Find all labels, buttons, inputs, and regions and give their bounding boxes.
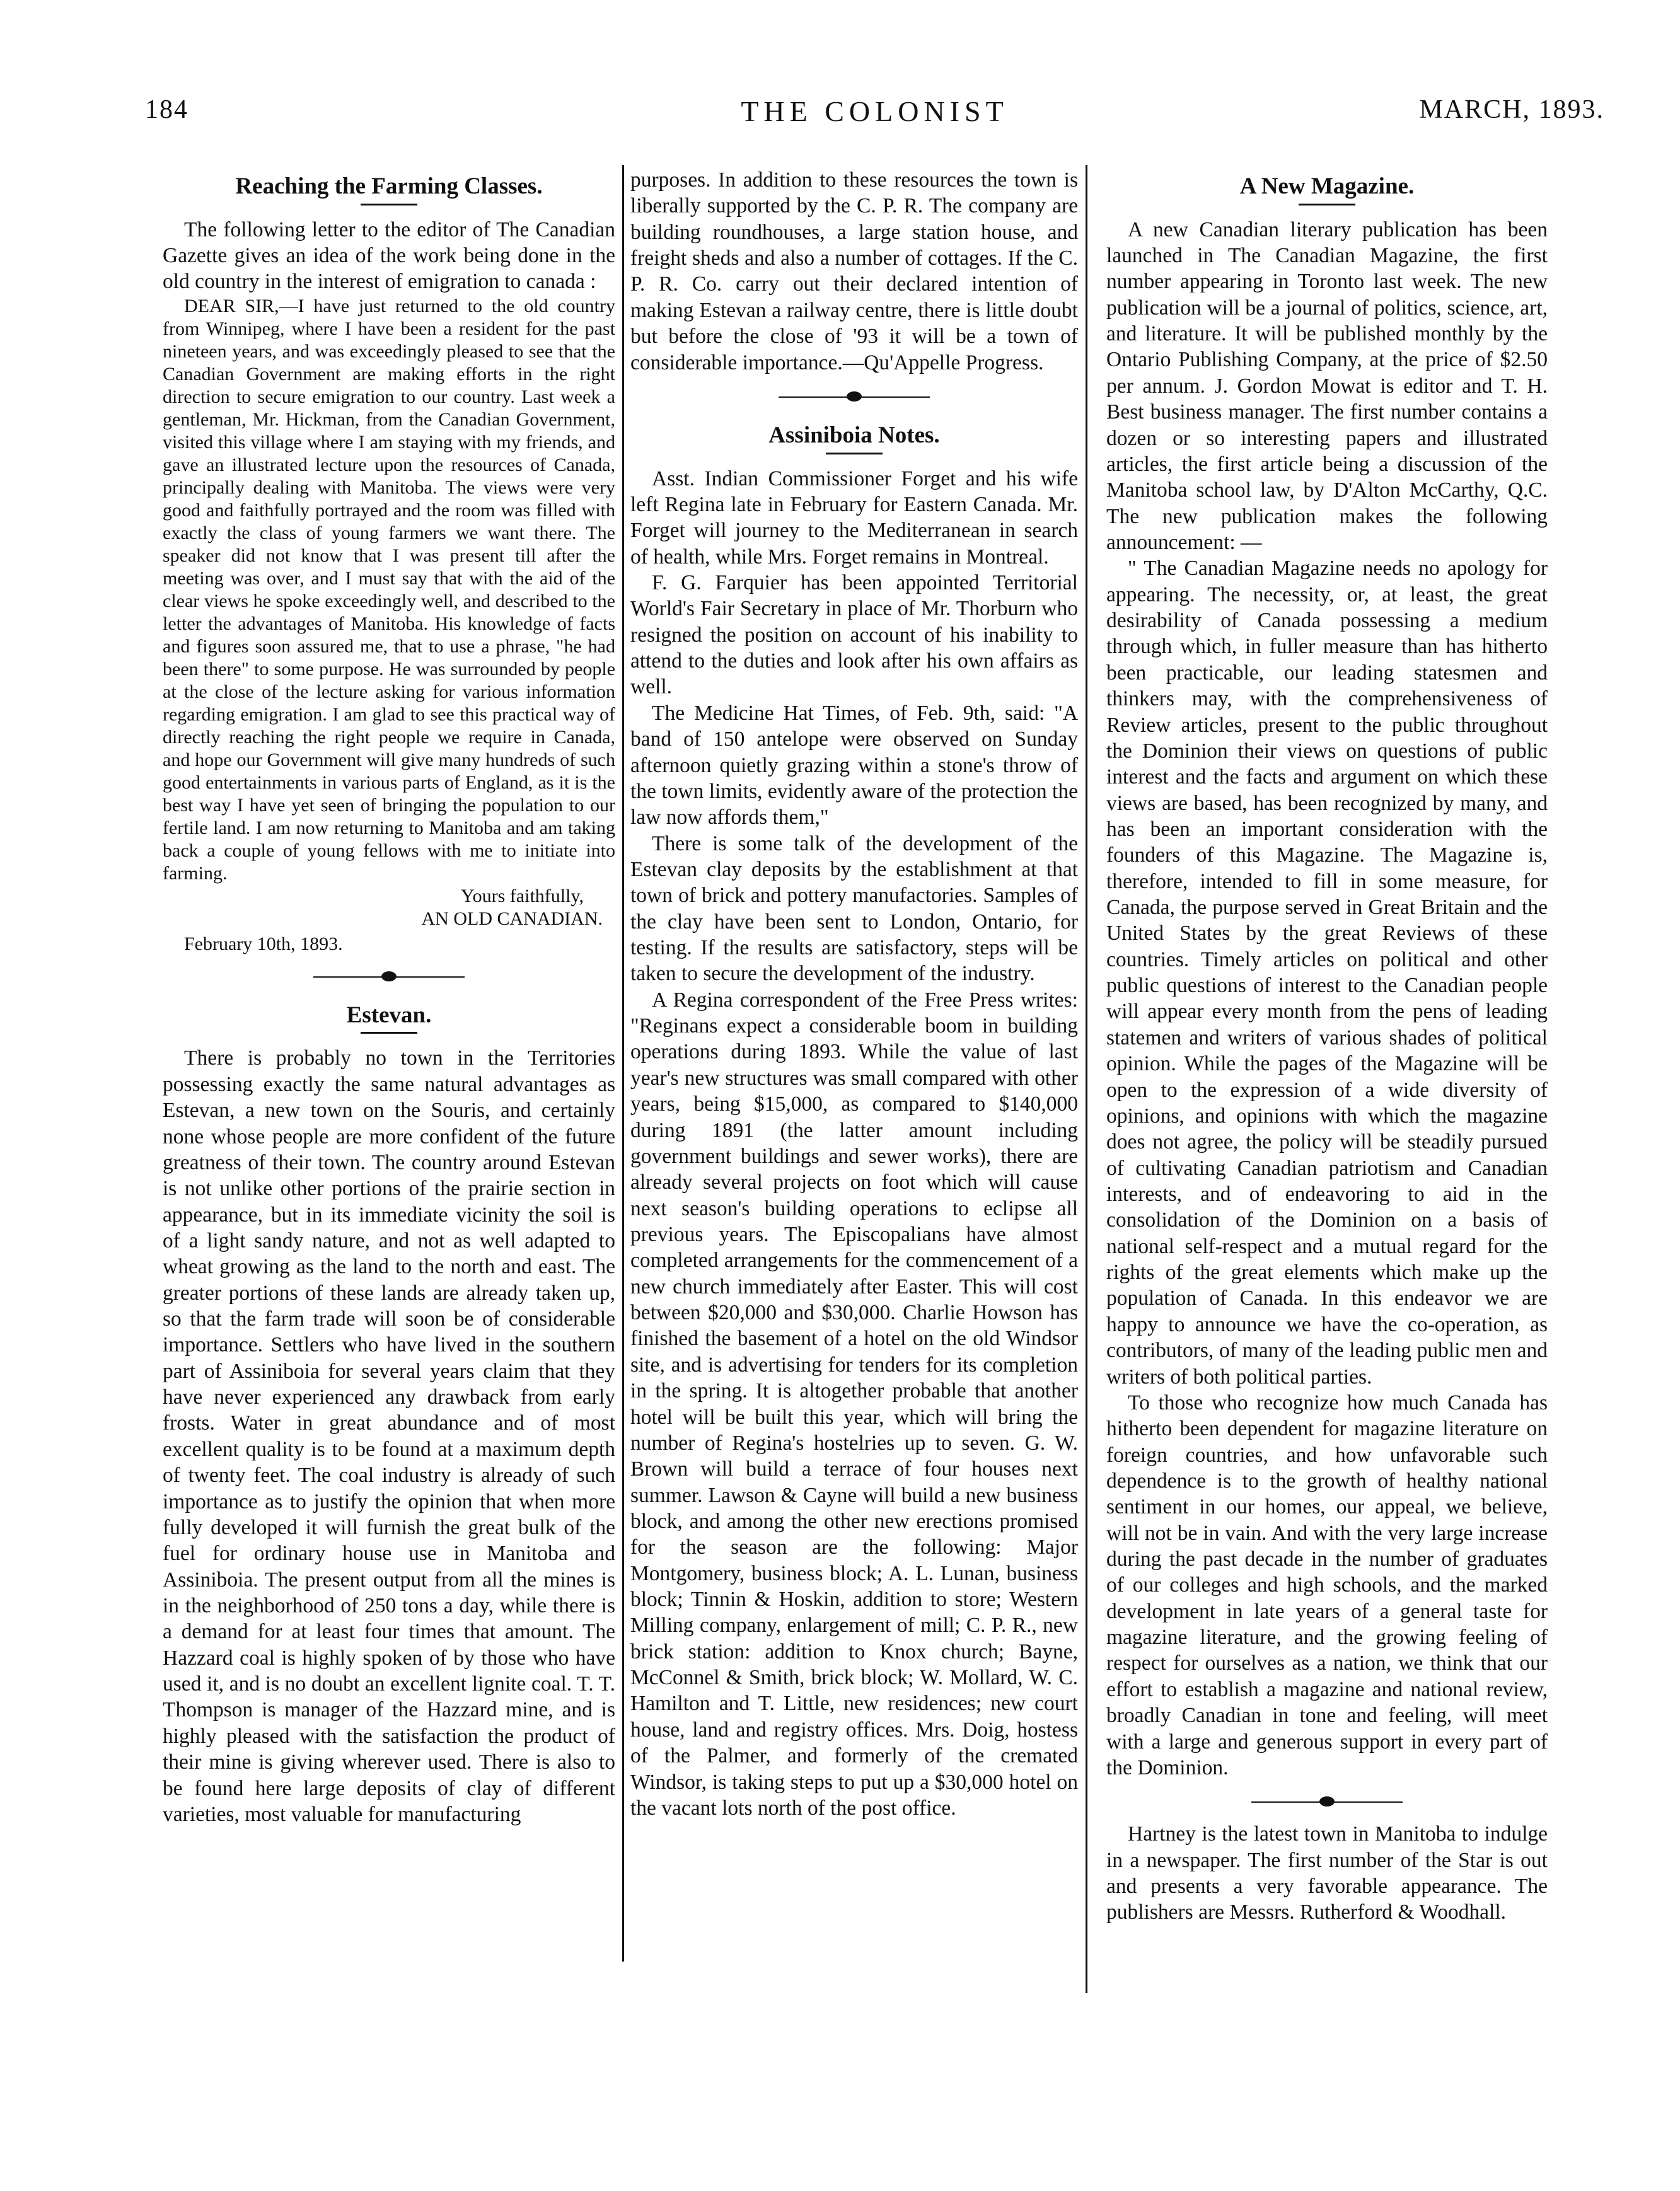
assiniboia-note: There is some talk of the development of the Estevan clay deposits by the establishment at that town of brick and pottery manufactories. Samples of the clay have been sent to London, Ontario, for testing. If the results are satisfactory, steps will be taken to secure the development of the industry. bbox=[630, 831, 1078, 986]
letter-date: February 10th, 1893. bbox=[184, 933, 343, 954]
farming-letter: DEAR SIR,—I have just returned to the old country from Winnipeg, where I have been a resident for the past nineteen years, and was exceedingly pleased to see that the Canadian Government are making efforts in the right direction to secure emigration to our country. Last week a gentleman, Mr. Hickman, from the Canadian Government, visited this village where I am staying with my friends, and gave an illustrated lecture upon the resources of Canada, principally dealing with Manitoba. The views were very good and faithfully portrayed and the room was filled with exactly the class of young farmers we want there. The speaker did not know that I was present till after the meeting was over, and I must say that with the aid of the clear views he spoke exceedingly well, and described to the letter the advantages of Manitoba. His knowledge of facts and figures soon assured me, that to use a phrase, "he had been there" to some purpose. He was surrounded by people at the close of the lecture asking for various information regarding emigration. I am glad to see this practical way of directly reaching the right people we require in Canada, and hope our Government will give many hundreds of such good entertainments in various parts of England, as it is the best way I have yet seen of bringing the population to our fertile land. I am now returning to Manitoba and am taking back a couple of young fellows with me to initiate into farming. bbox=[163, 295, 615, 884]
title-underline bbox=[361, 1032, 417, 1034]
article-title-farming: Reaching the Farming Classes. bbox=[235, 173, 543, 199]
farming-intro: The following letter to the editor of The Canadian Gazette gives an idea of the work being done in the old country in the interest of emigration to canada : bbox=[163, 217, 615, 294]
title-underline bbox=[826, 453, 883, 454]
section-ornament bbox=[779, 390, 930, 405]
column-3 bbox=[1106, 167, 1548, 1926]
column-2 bbox=[630, 167, 1078, 1821]
letter-signature: AN OLD CANADIAN. bbox=[421, 908, 603, 929]
issue-date: MARCH, 1893. bbox=[1419, 95, 1604, 124]
letter-closing: Yours faithfully, bbox=[460, 885, 584, 906]
title-underline bbox=[1299, 204, 1355, 205]
assiniboia-note: F. G. Farquier has been appointed Territorial World's Fair Secretary in place of Mr. Thorburn who resigned the position on account of his inability to attend to the duties and look after his own affairs as well. bbox=[630, 571, 1078, 699]
assiniboia-note: A Regina correspondent of the Free Press writes: "Reginans expect a considerable boom in building operations during 1893. While the value of last year's new structures was small compared with other years, being $15,000, as compared to $140,000 during 1891 (the latter amount including government buildings and sewer works), there are already several projects on foot which will cause next season's building operations to eclipse all previous years. The Episcopalians have almost completed arrangements for the commencement of a new church immediately after Easter. This will cost between $20,000 and $30,000. Charlie Howson has finished the basement of a hotel on the old Windsor site, and is advertising for tenders for its completion in the spring. It is altogether probable that another hotel will be built this year, which will bring the number of Regina's hostelries up to seven. G. W. Brown will build a terrace of four houses next summer. Lawson & Cayne will build a new business block, and among the other new erections promised for the season are the following: Major Montgomery, business block; A. L. Lunan, business block; Tinnin & Hoskin, addition to store; Western Milling company, enlargement of mill; C. P. R., new brick station: addition to Knox church; Bayne, McConnel & Smith, brick block; W. Mollard, W. C. Hamilton and T. Little, new residences; new court house, land and registry offices. Mrs. Doig, hostess of the Palmer, and formerly of the cremated Windsor, is taking steps to put up a $30,000 hotel on the vacant lots north of the post office. bbox=[630, 988, 1078, 1820]
assiniboia-note: Asst. Indian Commissioner Forget and his wife left Regina late in February for Eastern Canada. Mr. Forget will journey to the Mediterranean in search of health, while Mrs. Forget remains in Montreal. bbox=[630, 466, 1078, 569]
column-1 bbox=[163, 167, 615, 1827]
column-rule-1 bbox=[622, 165, 624, 1962]
estevan-body: There is probably no town in the Territories possessing exactly the same natural advantages as Estevan, a new town on the Souris, and certainly none whose people are more confident of the future greatness of their town. The country around Estevan is not unlike other portions of the prairie section in appearance, but in its immediate vicinity the soil is of a light sandy nature, and not as well adapted to wheat growing as the land to the north and east. The greater portions of these lands are already taken up, so that the farm trade will soon be of considerable importance. Settlers who have lived in the southern part of Assiniboia for several years claim that they have never experienced any drawback from early frosts. Water in great abundance and of most excellent quality is to be found at a maximum depth of twenty feet. The coal industry is already of such importance as to justify the opinion that when more fully developed it will furnish the great bulk of the fuel for ordinary house use in Manitoba and Assiniboia. The present output from all the mines is in the neighborhood of 250 tons a day, while there is a demand for at least four times that amount. The Hazzard coal is highly spoken of by those who have used it, and is no doubt an excellent lignite coal. T. T. Thompson is manager of the Hazzard mine, and is highly pleased with the satisfaction the product of their mine is giving wherever used. There is also to be found here large deposits of clay of different varieties, most valuable for manufacturing bbox=[163, 1046, 615, 1826]
assiniboia-note: The Medicine Hat Times, of Feb. 9th, said: "A band of 150 antelope were observed on Sunday afternoon quietly grazing within a stone's throw of the town limits, evidently aware of the protection the law now affords them," bbox=[630, 701, 1078, 830]
page-header bbox=[145, 95, 1604, 145]
article-title-magazine: A New Magazine. bbox=[1239, 173, 1415, 199]
title-underline bbox=[361, 204, 417, 205]
article-title-assiniboia: Assiniboia Notes. bbox=[768, 422, 940, 448]
hartney-paragraph: Hartney is the latest town in Manitoba to indulge in a newspaper. The first number of the Star is out and presents a very favorable appearance. The publishers are Messrs. Rutherford & Woodhall. bbox=[1106, 1822, 1548, 1924]
article-title-estevan: Estevan. bbox=[346, 1002, 432, 1028]
magazine-paragraph: A new Canadian literary publication has been launched in The Canadian Magazine, the first number appearing in Toronto last week. The new publication will be a journal of politics, science, art, and literature. It will be published monthly by the Ontario Publishing Company, at the price of $2.50 per annum. J. Gordon Mowat is editor and T. H. Best business manager. The first number contains a dozen or so interesting papers and illustrated articles, the first article being a discussion of the Manitoba school law, by D'Alton McCarthy, Q.C. The new publication makes the following announcement: — bbox=[1106, 217, 1548, 554]
column-rule-2 bbox=[1086, 165, 1087, 1993]
section-ornament bbox=[313, 969, 465, 985]
section-ornament bbox=[1251, 1795, 1403, 1810]
page-number: 184 bbox=[145, 95, 188, 124]
magazine-paragraph: " The Canadian Magazine needs no apology for appearing. The necessity, or, at least, the great desirability of Canada possessing a medium through which, in fuller measure than has hitherto been practicable, our leading statesmen and thinkers may, with the comprehensiveness of Review articles, present to the public throughout the Dominion their views on questions of public interest and the facts and argument on which these views are based, has been recognized by many, and has been an important consideration with the founders of this Magazine. The Magazine is, therefore, intended to fill in some measure, for Canada, the purpose served in Great Britain and the United States by the great Reviews of these countries. Timely articles on political and other public questions of interest to the Canadian people will appear every month from the pens of leading statemen and writers of various shades of political opinion. While the pages of the Magazine will be open to the expression of a wide diversity of opinions, and opinions with which the magazine does not agree, the policy will be steadily pursued of cultivating Canadian patriotism and Canadian interests, and of endeavoring to aid in the consolidation of the Dominion on a basis of national self-respect and a mutual regard for the rights of the great elements which make up the population of Canada. In this endeavor we are happy to announce we have the co-operation, as contributors, of many of the leading public men and writers of both political parties. bbox=[1106, 557, 1548, 1389]
magazine-paragraph: To those who recognize how much Canada has hitherto been dependent for magazine literature on foreign countries, and how unfavorable such dependence is to the growth of healthy national sentiment in our homes, our appeal, we believe, will not be in vain. And with the very large increase during the past decade in the number of graduates of our colleges and high schools, and the marked development in late years of a general taste for magazine literature, and the growing feeling of respect for ourselves as a nation, we think that our effort to establish a magazine and national review, broadly Canadian in tone and feeling, will meet with a large and generous support in every part of the Dominion. bbox=[1106, 1390, 1548, 1779]
publication-title: THE COLONIST bbox=[741, 95, 1009, 127]
estevan-continued: purposes. In addition to these resources the town is liberally supported by the C. P. R. The company are building roundhouses, a large station house, and freight sheds and also a number of cottages. If the C. P. R. Co. carry out their declared intention of making Estevan a railway centre, there is little doubt but before the close of '93 it will be a town of considerable importance.—Qu'Appelle Progress. bbox=[630, 168, 1078, 374]
